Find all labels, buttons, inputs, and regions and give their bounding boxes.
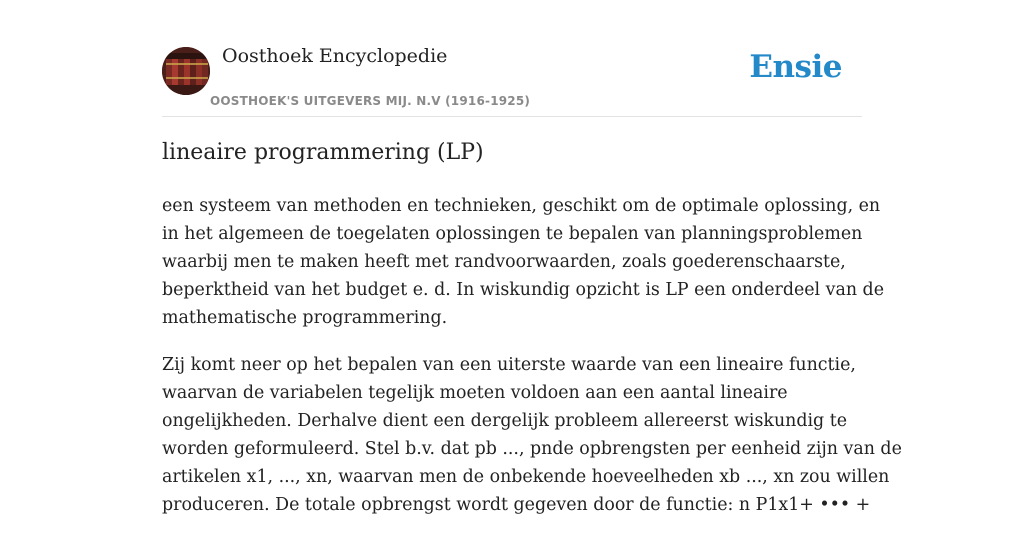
source-subtitle: OOSTHOEK'S UITGEVERS MIJ. N.V (1916-1925)	[210, 94, 531, 108]
source-avatar[interactable]	[162, 47, 210, 95]
text-line: in het algemeen de toegelaten oplossingen te bepalen van planningsproblemen	[162, 224, 863, 244]
source-header	[162, 0, 862, 117]
brand-logo[interactable]: Ensie	[749, 49, 842, 85]
text-line: mathematische programmering.	[162, 308, 448, 328]
article-card	[162, 0, 902, 515]
text-line: ongelijkheden. Derhalve dient een dergelijk probleem allereerst wiskundig te	[162, 411, 847, 431]
bookshelf-icon	[162, 47, 210, 95]
text-line: Zij komt neer op het bepalen van een uiterste waarde van een lineaire functie,	[162, 355, 856, 375]
text-line: beperktheid van het budget e. d. In wiskundig opzicht is LP een onderdeel van de	[162, 280, 884, 300]
entry-title: lineaire programmering (LP)	[162, 140, 484, 165]
entry-body	[162, 192, 902, 538]
paragraph	[162, 351, 902, 519]
paragraph	[162, 192, 884, 332]
text-line: waarvan de variabelen tegelijk moeten voldoen aan een aantal lineaire	[162, 383, 788, 403]
text-line: waarbij men te maken heeft met randvoorwaarden, zoals goederenschaarste,	[162, 252, 846, 272]
text-line: artikelen x1, ..., xn, waarvan men de onbekende hoeveelheden xb ..., xn zou willen	[162, 467, 890, 487]
text-line: een systeem van methoden en technieken, geschikt om de optimale oplossing, en	[162, 196, 881, 216]
text-line: worden geformuleerd. Stel b.v. dat pb ..., pnde opbrengsten per eenheid zijn van de	[162, 439, 902, 459]
text-line: produceren. De totale opbrengst wordt gegeven door de functie: n P1x1+ ••• +	[162, 495, 871, 515]
source-title[interactable]: Oosthoek Encyclopedie	[222, 45, 448, 67]
